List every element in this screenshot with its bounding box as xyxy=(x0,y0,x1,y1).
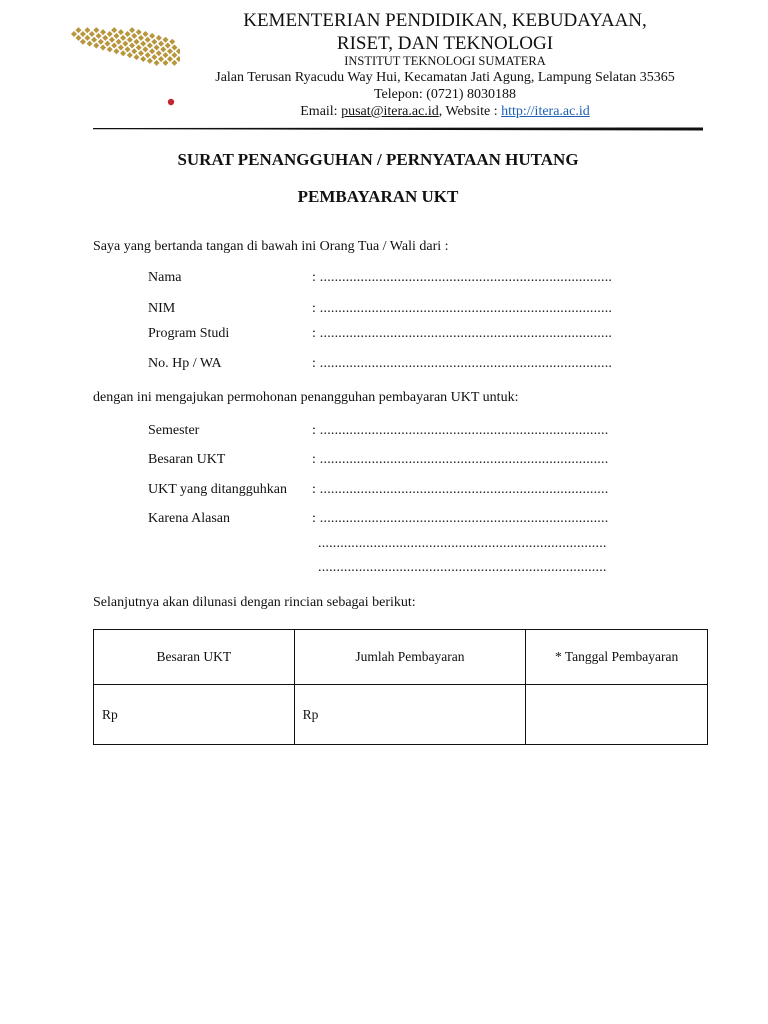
logo-tile xyxy=(127,37,133,43)
field-label-program-studi: Program Studi xyxy=(148,326,230,341)
logo-tile xyxy=(84,35,90,41)
logo-tile xyxy=(75,27,81,33)
logo-tile xyxy=(147,58,153,64)
field-label-alasan: Karena Alasan xyxy=(148,511,231,526)
logo-tile xyxy=(163,60,169,66)
request-text: dengan ini mengajukan permohonan penangguhan pembayaran UKT untuk: xyxy=(93,390,519,405)
logo-tile xyxy=(89,31,95,37)
logo-tile xyxy=(163,52,169,58)
field-label-nama: Nama xyxy=(148,270,182,285)
institute-address: Jalan Terusan Ryacudu Way Hui, Kecamatan Jati Agung, Lampung Selatan 35365 xyxy=(215,70,675,85)
logo-tile xyxy=(154,60,160,66)
logo-tile xyxy=(171,44,177,50)
logo-tile xyxy=(131,33,137,39)
logo-tile xyxy=(151,39,157,45)
table-header-jumlah-pembayaran: Jumlah Pembayaran xyxy=(294,630,526,685)
logo-tile xyxy=(133,39,139,45)
field-value-alasan[interactable]: : .............................................................................. xyxy=(312,511,609,526)
logo-tile xyxy=(84,27,90,33)
logo-tile xyxy=(147,43,153,49)
field-value-phone[interactable]: : ............................................................................... xyxy=(312,356,613,371)
field-value-besaran-ukt[interactable]: : .............................................................................. xyxy=(312,452,609,467)
field-label-besaran-ukt: Besaran UKT xyxy=(148,452,226,467)
logo-tile xyxy=(80,31,86,37)
logo-tile xyxy=(142,31,148,37)
document-title-line1: SURAT PENANGGUHAN / PERNYATAAN HUTANG xyxy=(177,150,579,169)
contact-line xyxy=(180,103,710,120)
field-value-ukt-ditangguhkan[interactable]: : .............................................................................. xyxy=(312,482,609,497)
logo-tile xyxy=(118,29,124,35)
logo-tile xyxy=(138,35,144,41)
logo-tile xyxy=(149,48,155,54)
logo-tile xyxy=(87,41,93,47)
logo-tile xyxy=(111,27,117,33)
logo-tile xyxy=(96,33,102,39)
logo-tile xyxy=(136,29,142,35)
field-value-nim[interactable]: : ............................................................................... xyxy=(312,301,613,316)
logo-tile xyxy=(118,44,124,50)
logo-tile xyxy=(107,31,113,37)
logo-tile xyxy=(93,27,99,33)
field-label-nim: NIM xyxy=(148,301,176,316)
document-title-line2: PEMBAYARAN UKT xyxy=(297,187,459,206)
logo-tile xyxy=(100,44,106,50)
logo-tile xyxy=(151,54,157,60)
logo-tile xyxy=(93,43,99,49)
logo-tile xyxy=(156,35,162,41)
logo-tile xyxy=(129,27,135,33)
logo-tile xyxy=(171,52,177,58)
logo-tile xyxy=(98,39,104,45)
logo-tile xyxy=(120,35,126,41)
logo-tile xyxy=(145,37,151,43)
logo-tile xyxy=(91,37,97,43)
logo-tile xyxy=(125,46,131,52)
logo-tile xyxy=(113,48,119,54)
logo-tile xyxy=(158,41,164,47)
logo-tile xyxy=(127,52,133,58)
logo-tile xyxy=(133,54,139,60)
logo-tile xyxy=(149,33,155,39)
logo-tile xyxy=(120,50,126,56)
field-label-ukt-ditangguhkan: UKT yang ditangguhkan xyxy=(148,482,287,497)
logo-tile xyxy=(167,56,173,62)
field-label-phone: No. Hp / WA xyxy=(148,356,222,371)
logo-tile xyxy=(145,52,151,58)
logo-tile xyxy=(136,44,142,50)
logo-tile xyxy=(160,46,166,52)
table-header-row xyxy=(94,630,708,685)
logo-tile xyxy=(140,41,146,47)
logo-tile xyxy=(111,43,117,49)
ministry-name-line2: RISET, DAN TEKNOLOGI xyxy=(336,33,554,54)
ministry-name-line1: KEMENTERIAN PENDIDIKAN, KEBUDAYAAN, xyxy=(243,10,647,31)
logo-tile xyxy=(100,29,106,35)
payment-table xyxy=(93,629,708,745)
table-cell-besaran-ukt[interactable]: Rp xyxy=(94,685,295,745)
institute-name: INSTITUT TEKNOLOGI SUMATERA xyxy=(344,54,546,68)
field-value-nama[interactable]: : ............................................................................... xyxy=(312,270,613,285)
intro-text: Saya yang bertanda tangan di bawah ini Orang Tua / Wali dari : xyxy=(93,239,449,254)
logo-tile xyxy=(131,48,137,54)
table-row xyxy=(94,685,708,745)
field-label-semester: Semester xyxy=(148,423,200,438)
logo-tile xyxy=(125,31,131,37)
email-label: Email: xyxy=(300,104,342,119)
field-value-alasan-line3[interactable]: .............................................................................. xyxy=(318,560,607,575)
table-cell-jumlah-pembayaran[interactable]: Rp xyxy=(294,685,526,745)
logo-tile xyxy=(142,46,148,52)
itera-logo-icon xyxy=(70,6,180,110)
logo-tile xyxy=(107,46,113,52)
website-label: , Website : xyxy=(438,104,502,119)
logo-tile xyxy=(102,35,108,41)
logo-tile xyxy=(165,43,171,49)
logo-tile xyxy=(154,44,160,50)
logo-tile xyxy=(169,39,175,45)
logo-tile xyxy=(116,39,122,45)
logo-tile xyxy=(71,31,77,37)
logo-tile xyxy=(140,56,146,62)
field-value-program-studi[interactable]: : ............................................................................... xyxy=(312,326,613,341)
table-cell-tanggal-pembayaran[interactable] xyxy=(526,685,708,745)
logo-tile xyxy=(80,39,86,45)
logo-red-dot xyxy=(168,99,174,105)
table-header-tanggal-pembayaran: * Tanggal Pembayaran xyxy=(526,630,708,685)
logo-tile xyxy=(167,48,173,54)
table-header-besaran-ukt: Besaran UKT xyxy=(94,630,295,685)
logo-tile xyxy=(138,50,144,56)
letterhead-divider xyxy=(93,126,703,131)
website-link[interactable]: http://itera.ac.id xyxy=(501,104,590,119)
logo-tile xyxy=(104,41,110,47)
logo-tile xyxy=(122,41,128,47)
logo-tile xyxy=(171,60,177,66)
logo-tile xyxy=(158,56,164,62)
logo-tile xyxy=(113,33,119,39)
field-value-alasan-line2[interactable]: .............................................................................. xyxy=(318,536,607,551)
logo-tile xyxy=(109,37,115,43)
logo-tile xyxy=(156,50,162,56)
field-value-semester[interactable]: : .............................................................................. xyxy=(312,423,609,438)
email-link[interactable]: pusat@itera.ac.id xyxy=(341,104,439,119)
logo-tile xyxy=(75,35,81,41)
logo-tile xyxy=(163,37,169,43)
institute-phone: Telepon: (0721) 8030188 xyxy=(373,87,517,102)
logo-tile xyxy=(129,43,135,49)
followup-text: Selanjutnya akan dilunasi dengan rincian sebagai berikut: xyxy=(93,595,416,610)
